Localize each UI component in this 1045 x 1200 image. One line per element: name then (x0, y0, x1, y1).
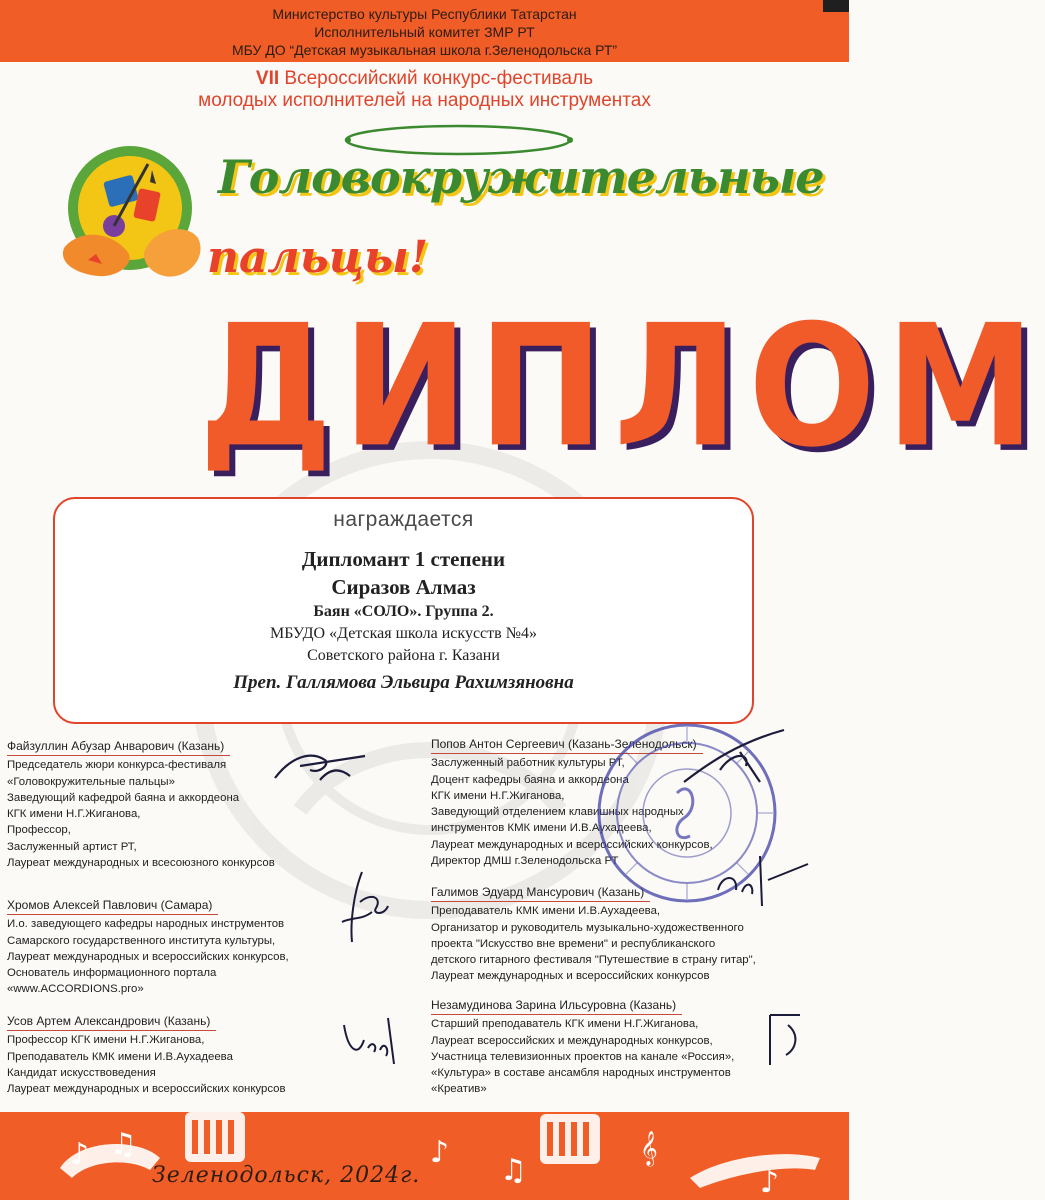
jury-desc-line: Лауреат международных и всероссийских конкурсов (7, 1083, 286, 1096)
signature-icon (332, 862, 392, 952)
award-school: МБУДО «Детская школа искусств №4» (270, 625, 537, 642)
jury-desc-line: Заслуженный артист РТ, (7, 840, 137, 853)
jury-desc-line: Директор ДМШ г.Зеленодольска РТ (431, 855, 619, 868)
jury-desc-line: Председатель жюри конкурса-фестиваля (7, 759, 227, 772)
diploma-title: ДИПЛОМ (199, 289, 1045, 485)
committee-line: Исполнительный комитет ЗМР РТ (314, 24, 535, 40)
svg-text:𝄞: 𝄞 (640, 1131, 658, 1166)
svg-text:♪: ♪ (760, 1165, 780, 1200)
jury-member (7, 897, 289, 998)
awarded-label: награждается (333, 508, 474, 531)
jury-desc-line: проекта "Искусство вне времени" и республиканского (431, 937, 716, 950)
jury-desc-line: Участница телевизионных проектов на канале «Россия», (431, 1050, 735, 1063)
festival-logo-icon (48, 130, 208, 290)
jury-member (431, 997, 734, 1098)
svg-text:♫: ♫ (110, 1127, 137, 1162)
jury-desc-line: Лауреат международных и всероссийских конкурсов, (431, 838, 713, 851)
jury-desc-line: «www.ACCORDIONS.pro» (7, 983, 144, 996)
contest-title (0, 68, 849, 112)
ministry-line: Министерство культуры Республики Татарстан (272, 6, 577, 22)
jury-member-name: Незамудинова Зарина Ильсуровна (Казань) (431, 997, 682, 1015)
footer-place-date: Зеленодольск, 2024г. (152, 1163, 421, 1188)
jury-member (7, 738, 275, 871)
jury-member-name: Хромов Алексей Павлович (Самара) (7, 897, 218, 915)
svg-text:♪: ♪ (430, 1135, 450, 1170)
jury-desc-line: детского гитарного фестиваля "Путешествие в страну гитар", (431, 954, 756, 967)
signature-icon (338, 1010, 398, 1070)
svg-text:♫: ♫ (500, 1153, 527, 1188)
jury-desc-line: Лауреат международных и всесоюзного конкурсов (7, 857, 275, 870)
signature-icon (270, 738, 370, 793)
jury-desc-line: Заслуженный работник культуры РТ, (431, 757, 625, 770)
award-box (53, 497, 754, 724)
jury-member-name: Усов Артем Александрович (Казань) (7, 1013, 216, 1031)
jury-desc-line: Преподаватель КМК имени И.В.Аухадеева (7, 1050, 233, 1063)
signature-icon (712, 850, 812, 910)
signature-icon (680, 722, 790, 792)
scan-corner-mark (823, 0, 849, 12)
recipient-name: Сиразов Алмаз (331, 575, 476, 599)
jury-desc-line: «Культура» в составе ансамбля народных инструментов (431, 1067, 731, 1080)
jury-desc-line: Кандидат искусствоведения (7, 1066, 156, 1079)
jury-desc-line: КГК имени Н.Г.Жиганова, (7, 808, 141, 821)
jury-member (7, 1013, 286, 1097)
jury-desc-line: Доцент кафедры баяна и аккордеона (431, 773, 629, 786)
jury-desc-line: Профессор, (7, 824, 71, 837)
svg-text:♪: ♪ (70, 1137, 90, 1172)
jury-desc-line: «Головокружительные пальцы» (7, 775, 175, 788)
header-band (0, 0, 849, 62)
contest-numeral: VII (255, 68, 280, 89)
brand-title-line-1: Головокружительные (218, 150, 824, 204)
jury-member-name: Файзуллин Абузар Анварович (Казань) (7, 738, 230, 756)
jury-desc-line: Старший преподаватель КГК имени Н.Г.Жиганова, (431, 1018, 699, 1031)
award-district: Советского района г. Казани (307, 647, 500, 664)
jury-member-name: Попов Антон Сергеевич (Казань-Зеленодольск) (431, 736, 703, 754)
school-line: МБУ ДО “Детская музыкальная школа г.Зеленодольска РТ” (231, 42, 618, 58)
jury-desc-line: Лауреат международных и всероссийских конкурсов, (7, 950, 289, 963)
jury-desc-line: КГК имени Н.Г.Жиганова, (431, 789, 565, 802)
contest-line-1 (0, 68, 849, 90)
jury-desc-line: И.о. заведующего кафедры народных инструментов (7, 918, 285, 931)
jury-desc-line: Организатор и руководитель музыкально-художественного (431, 921, 744, 934)
jury-desc-line: Лауреат международных и всероссийских конкурсов (431, 970, 710, 983)
jury-desc-line: Преподаватель КМК имени И.В.Аухадеева, (431, 905, 661, 918)
jury-desc-line: Профессор КГК имени Н.Г.Жиганова, (7, 1034, 205, 1047)
jury-desc-line: Лауреат всероссийских и международных конкурсов, (431, 1034, 713, 1047)
contest-line-2: молодых исполнителей на народных инструментах (198, 90, 651, 111)
jury-member-name: Галимов Эдуард Мансурович (Казань) (431, 884, 650, 902)
jury-desc-line: Основатель информационного портала (7, 967, 217, 980)
award-teacher: Преп. Галлямова Эльвира Рахимзяновна (233, 672, 574, 693)
award-instrument: Баян «СОЛО». Группа 2. (313, 603, 494, 620)
jury-desc-line: Самарского государственного института культуры, (7, 934, 276, 947)
jury-desc-line: инструментов КМК имени И.В.Аухадеева, (431, 822, 652, 835)
signature-icon (760, 1005, 810, 1075)
jury-desc-line: «Креатив» (431, 1083, 487, 1096)
contest-line-1-text: Всероссийский конкурс-фестиваль (284, 68, 594, 89)
jury-desc-line: Заведующий отделением клавишных народных (431, 806, 684, 819)
award-degree: Дипломант 1 степени (301, 547, 506, 571)
jury-desc-line: Заведующий кафедрой баяна и аккордеона (7, 791, 240, 804)
brand-title-line-2: пальцы! (207, 232, 429, 283)
instruments-decoration-icon (0, 1098, 849, 1200)
